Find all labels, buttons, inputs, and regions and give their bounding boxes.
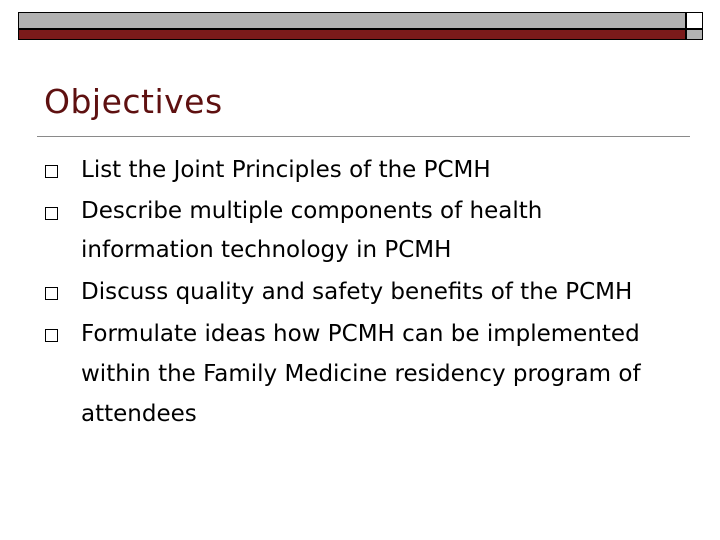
bullet-text: Discuss quality and safety benefits of the PCMH: [81, 279, 633, 305]
square-bullet-icon: [45, 287, 58, 300]
bullet-item: [44, 150, 664, 190]
header-corner-grey: [686, 29, 703, 40]
title-divider: [37, 136, 690, 137]
slide-title: Objectives: [44, 82, 223, 121]
header-band-grey: [18, 12, 686, 29]
square-bullet-icon: [45, 207, 58, 220]
header-corner-white: [686, 12, 703, 29]
bullet-item: [44, 272, 664, 312]
bullet-item: [44, 314, 664, 434]
header-band-red: [18, 29, 686, 40]
bullet-text: Describe multiple components of health information technology in PCMH: [81, 198, 543, 263]
bullet-text: Formulate ideas how PCMH can be implemented within the Family Medicine residency program of attendees: [81, 321, 641, 427]
bullet-text: List the Joint Principles of the PCMH: [81, 157, 491, 183]
bullet-list: [44, 150, 664, 436]
square-bullet-icon: [45, 329, 58, 342]
square-bullet-icon: [45, 165, 58, 178]
bullet-item: [44, 192, 664, 270]
